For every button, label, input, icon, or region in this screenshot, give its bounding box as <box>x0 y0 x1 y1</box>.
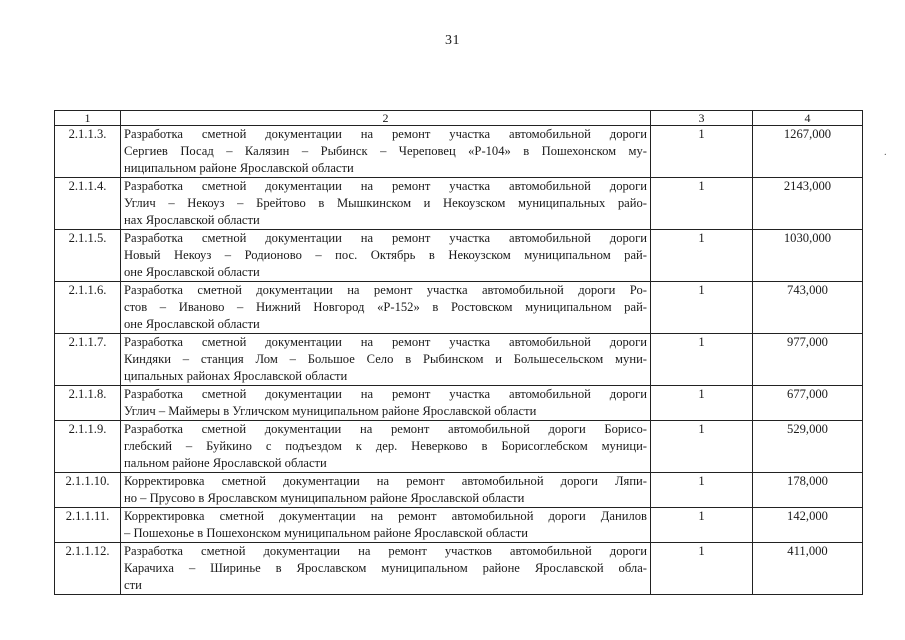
row-number: 2.1.1.6. <box>55 282 121 334</box>
row-amount: 178,000 <box>753 473 863 508</box>
row-amount: 743,000 <box>753 282 863 334</box>
table-row <box>55 473 863 508</box>
page-number: 31 <box>445 33 460 48</box>
row-amount: 1267,000 <box>753 126 863 178</box>
row-description <box>121 508 651 543</box>
row-quantity: 1 <box>651 282 753 334</box>
row-description <box>121 230 651 282</box>
description-line: Сергиев Посад – Калязин – Рыбинск – Череповец «Р-104» в Пошехонском му- <box>124 144 647 158</box>
row-amount: 529,000 <box>753 421 863 473</box>
table-row <box>55 386 863 421</box>
row-quantity: 1 <box>651 421 753 473</box>
header-col-3: 3 <box>651 111 753 126</box>
header-col-2: 2 <box>121 111 651 126</box>
row-number: 2.1.1.5. <box>55 230 121 282</box>
row-number: 2.1.1.10. <box>55 473 121 508</box>
description-line: Разработка сметной документации на ремонт автомобильной дороги Борисо- <box>124 422 647 436</box>
description-line: глебский – Буйкино с подъездом к дер. Неверково в Борисоглебском муници- <box>124 439 647 453</box>
header-row <box>55 111 863 126</box>
row-description <box>121 126 651 178</box>
row-number: 2.1.1.12. <box>55 543 121 595</box>
row-quantity: 1 <box>651 230 753 282</box>
row-amount: 2143,000 <box>753 178 863 230</box>
row-description <box>121 386 651 421</box>
description-line: оне Ярославской области <box>124 317 260 331</box>
row-number: 2.1.1.9. <box>55 421 121 473</box>
row-number: 2.1.1.4. <box>55 178 121 230</box>
row-quantity: 1 <box>651 508 753 543</box>
row-quantity: 1 <box>651 386 753 421</box>
description-line: но – Прусово в Ярославском муниципальном районе Ярославской области <box>124 491 525 505</box>
header-col-1: 1 <box>55 111 121 126</box>
description-line: Разработка сметной документации на ремонт участка автомобильной дороги Ро- <box>124 283 647 297</box>
table-row <box>55 126 863 178</box>
description-line: оне Ярославской области <box>124 265 260 279</box>
table-row <box>55 230 863 282</box>
description-line: Разработка сметной документации на ремонт участка автомобильной дороги <box>124 387 647 401</box>
description-line: Углич – Маймеры в Угличском муниципальном районе Ярославской области <box>124 404 537 418</box>
row-description <box>121 334 651 386</box>
table-row <box>55 178 863 230</box>
description-line: Корректировка сметной документации на ремонт автомобильной дороги Ляпи- <box>124 474 647 488</box>
header-col-4: 4 <box>753 111 863 126</box>
description-line: сти <box>124 578 142 592</box>
row-description <box>121 543 651 595</box>
description-line: пальном районе Ярославской области <box>124 456 327 470</box>
row-quantity: 1 <box>651 126 753 178</box>
description-line: Новый Некоуз – Родионово – пос. Октябрь в Некоузском муниципальном рай- <box>124 248 647 262</box>
table-row <box>55 421 863 473</box>
row-quantity: 1 <box>651 543 753 595</box>
description-line: Разработка сметной документации на ремонт участка автомобильной дороги <box>124 179 647 193</box>
table-row <box>55 508 863 543</box>
description-line: стов – Иваново – Нижний Новгород «Р-152» в Ростовском муниципальном рай- <box>124 300 647 314</box>
description-line: Киндяки – станция Лом – Большое Село в Рыбинском и Большесельском муни- <box>124 352 647 366</box>
description-line: Углич – Некоуз – Брейтово в Мышкинском и Некоузском муниципальных райо- <box>124 196 647 210</box>
description-line: ниципальном районе Ярославской области <box>124 161 354 175</box>
description-line: нах Ярославской области <box>124 213 260 227</box>
description-line: – Пошехонье в Пошехонском муниципальном районе Ярославской области <box>124 526 529 540</box>
margin-mark: · <box>883 150 887 161</box>
row-description <box>121 421 651 473</box>
row-quantity: 1 <box>651 178 753 230</box>
row-amount: 1030,000 <box>753 230 863 282</box>
row-description <box>121 282 651 334</box>
row-amount: 977,000 <box>753 334 863 386</box>
description-line: Карачиха – Ширинье в Ярославском муниципальном районе Ярославской обла- <box>124 561 647 575</box>
row-amount: 677,000 <box>753 386 863 421</box>
table-row <box>55 334 863 386</box>
description-line: Разработка сметной документации на ремонт участка автомобильной дороги <box>124 127 647 141</box>
row-quantity: 1 <box>651 334 753 386</box>
description-line: ципальных районах Ярославской области <box>124 369 348 383</box>
row-amount: 411,000 <box>753 543 863 595</box>
row-description <box>121 473 651 508</box>
description-line: Корректировка сметной документации на ремонт автомобильной дороги Данилов <box>124 509 647 523</box>
description-line: Разработка сметной документации на ремонт участка автомобильной дороги <box>124 231 647 245</box>
description-line: Разработка сметной документации на ремонт участков автомобильной дороги <box>124 544 647 558</box>
row-description <box>121 178 651 230</box>
estimate-table <box>54 110 863 595</box>
table-row <box>55 282 863 334</box>
row-number: 2.1.1.8. <box>55 386 121 421</box>
row-number: 2.1.1.3. <box>55 126 121 178</box>
description-line: Разработка сметной документации на ремонт участка автомобильной дороги <box>124 335 647 349</box>
row-number: 2.1.1.7. <box>55 334 121 386</box>
row-number: 2.1.1.11. <box>55 508 121 543</box>
table-row <box>55 543 863 595</box>
row-quantity: 1 <box>651 473 753 508</box>
row-amount: 142,000 <box>753 508 863 543</box>
